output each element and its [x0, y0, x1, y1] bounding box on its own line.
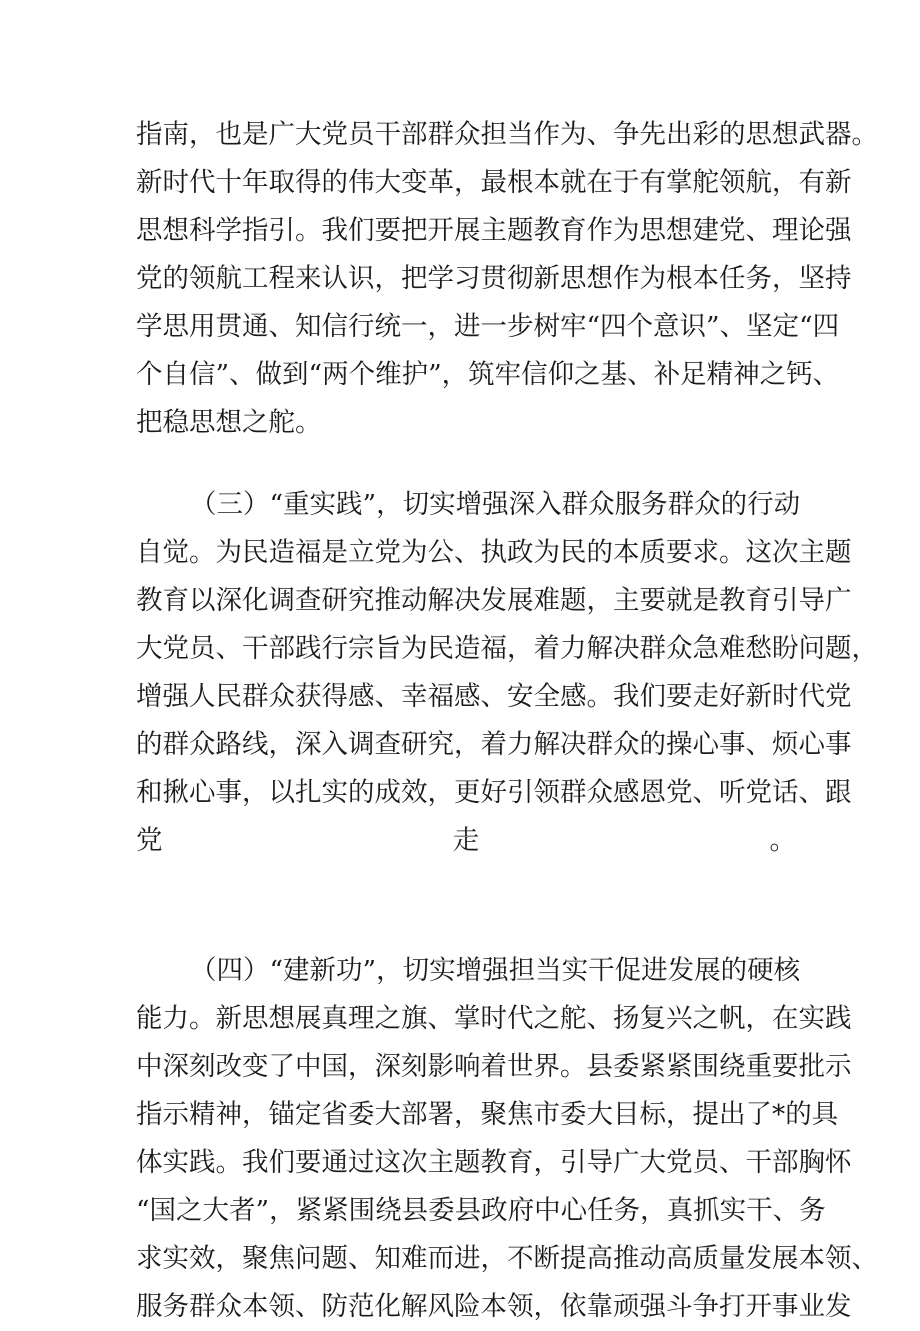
text-line: 服务群众本领、防范化解风险本领，依靠顽强斗争打开事业发	[136, 1291, 852, 1322]
text-line: 思想科学指引。我们要把开展主题教育作为思想建党、理论强	[136, 215, 852, 246]
text-line: 能力。新思想展真理之旗、掌时代之舵、扬复兴之帆，在实践	[136, 1003, 852, 1034]
text-line: 大党员、干部践行宗旨为民造福，着力解决群众急难愁盼问题，	[136, 633, 878, 664]
text-line: 党走。	[136, 825, 796, 856]
text-line: 体实践。我们要通过这次主题教育，引导广大党员、干部胸怀	[136, 1147, 852, 1178]
text-line: 党的领航工程来认识，把学习贯彻新思想作为根本任务，坚持	[136, 263, 852, 294]
text-line: 指示精神，锚定省委大部署，聚焦市委大目标，提出了*的具	[136, 1099, 839, 1130]
paragraph-spacer	[136, 913, 796, 947]
text-line: 增强人民群众获得感、幸福感、安全感。我们要走好新时代党	[136, 681, 852, 712]
paragraph-2	[136, 481, 878, 913]
paragraph-1	[136, 111, 878, 447]
text-line	[136, 865, 796, 913]
text-line: 把稳思想之舵。	[136, 407, 322, 438]
text-line: 自觉。为民造福是立党为公、执政为民的本质要求。这次主题	[136, 537, 852, 568]
text-line: 新时代十年取得的伟大变革，最根本就在于有掌舵领航，有新	[136, 167, 852, 198]
text-line: 学思用贯通、知信行统一，进一步树牢“四个意识”、坚定“四	[136, 311, 840, 342]
section-heading-line: （三）“重实践”，切实增强深入群众服务群众的行动	[190, 489, 801, 520]
text-line: 指南，也是广大党员干部群众担当作为、争先出彩的思想武器。	[136, 119, 878, 150]
document-body	[136, 111, 878, 1331]
text-line: 教育以深化调查研究推动解决发展难题，主要就是教育引导广	[136, 585, 852, 616]
text-line: “国之大者”，紧紧围绕县委县政府中心任务，真抓实干、务	[136, 1195, 826, 1226]
text-line: 的群众路线，深入调查研究，着力解决群众的操心事、烦心事	[136, 729, 852, 760]
text-line: 中深刻改变了中国，深刻影响着世界。县委紧紧围绕重要批示	[136, 1051, 852, 1082]
paragraph-spacer	[136, 447, 796, 481]
paragraph-3	[136, 947, 878, 1331]
section-heading-line: （四）“建新功”，切实增强担当实干促进发展的硬核	[190, 955, 801, 986]
text-line: 个自信”、做到“两个维护”，筑牢信仰之基、补足精神之钙、	[136, 359, 840, 390]
text-line: 求实效，聚焦问题、知难而进，不断提高推动高质量发展本领、	[136, 1243, 878, 1274]
text-line: 和揪心事，以扎实的成效，更好引领群众感恩党、听党话、跟	[136, 777, 852, 808]
